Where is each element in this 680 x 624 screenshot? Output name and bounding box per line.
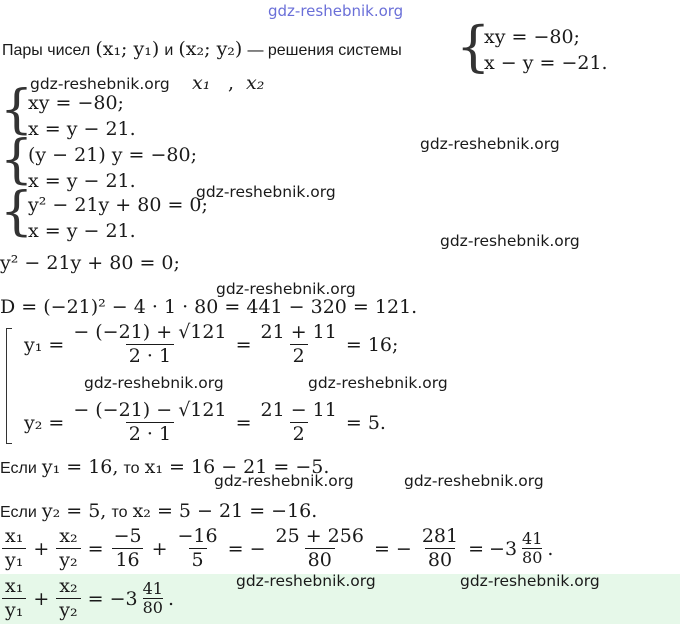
case2-cond: y₂ = 5,	[41, 500, 107, 522]
sum-c-num: 25 + 256	[275, 525, 364, 547]
answer-mixed-frac	[143, 580, 163, 617]
case2-line	[0, 500, 317, 522]
intro-and: и	[164, 42, 174, 59]
watermark: gdz-reshebnik.org	[84, 374, 224, 392]
system3-line1: y² − 21y + 80 = 0;	[28, 194, 208, 216]
sum-f2-num: x₂	[59, 525, 78, 547]
case2-result: x₂ = 5 − 21 = −16.	[132, 500, 318, 522]
case1-if: Если	[0, 460, 37, 477]
root2-fraction	[70, 400, 229, 446]
answer-f2-den: y₂	[56, 598, 80, 622]
label-x2: x₂	[246, 72, 265, 94]
sum-d-num: 281	[421, 525, 459, 547]
sum-f1-num: x₁	[5, 525, 24, 547]
system2-brace: {	[0, 130, 34, 190]
equals-sign: =	[468, 537, 485, 560]
answer-f1-num: x₁	[5, 575, 24, 597]
root1-numerator: − (−21) + √121	[73, 321, 227, 343]
sum-b-den: 5	[189, 548, 207, 572]
system2-line1: (y − 21) y = −80;	[28, 144, 198, 166]
watermark: gdz-reshebnik.org	[30, 75, 170, 93]
case1-result: x₁ = 16 − 21 = −5.	[144, 456, 330, 478]
watermark: gdz-reshebnik.org	[460, 572, 600, 590]
system1-brace: {	[0, 80, 34, 140]
intro-text-after: — решения системы	[247, 42, 402, 59]
answer-m-den: 80	[142, 597, 163, 617]
equals-minus: = −	[227, 537, 266, 560]
watermark: gdz-reshebnik.org	[216, 280, 356, 298]
sum-m-den: 80	[522, 547, 543, 567]
plus-sign: +	[151, 537, 168, 560]
answer-equals: = −3	[87, 587, 138, 610]
system3-brace: {	[0, 182, 34, 242]
discriminant-line: D = (−21)² − 4 · 1 · 80 = 441 − 320 = 121.	[0, 296, 418, 318]
root2-formula	[24, 400, 386, 446]
sum-c-den: 80	[305, 548, 335, 572]
equals-sign: =	[87, 537, 104, 560]
sum-a-num: −5	[113, 525, 142, 547]
answer-line	[0, 576, 174, 622]
root2-result: = 5.	[345, 411, 386, 434]
intro-pair1: (x₁; y₁)	[95, 38, 160, 60]
intro-text-before: Пары чисел	[2, 42, 91, 59]
quadratic-equation: y² − 21y + 80 = 0;	[0, 252, 180, 274]
root1-formula	[24, 322, 398, 368]
watermark: gdz-reshebnik.org	[440, 232, 580, 250]
root1-fraction	[70, 322, 229, 368]
system2-line2: x = y − 21.	[28, 170, 136, 192]
answer-frac-x1y1	[2, 576, 26, 622]
label-comma: ,	[228, 72, 235, 94]
equals-minus: = −	[373, 537, 412, 560]
root2-denominator2: 2	[290, 422, 308, 446]
period: .	[167, 587, 175, 610]
sum-frac-c	[273, 526, 367, 572]
sum-f1-den: y₁	[2, 548, 26, 572]
intro-system-brace: {	[456, 15, 491, 78]
intro-eq1: xy = −80;	[484, 26, 580, 48]
sum-m-num: 41	[522, 529, 543, 549]
equals-sign: =	[235, 411, 252, 434]
watermark: gdz-reshebnik.org	[404, 472, 544, 490]
period: .	[547, 537, 554, 560]
answer-f2-num: x₂	[59, 575, 78, 597]
case2-if: Если	[0, 504, 37, 521]
equals-sign: =	[235, 333, 252, 356]
root1-denominator2: 2	[290, 344, 308, 368]
sum-whole: −3	[489, 537, 518, 560]
watermark: gdz-reshebnik.org	[308, 374, 448, 392]
watermark: gdz-reshebnik.org	[214, 472, 354, 490]
sum-frac-x1y1	[2, 526, 26, 572]
case2-then: то	[111, 504, 128, 521]
sum-frac-b	[175, 526, 221, 572]
label-x1: x₁	[192, 72, 211, 94]
intro-pair2: (x₂; y₂)	[178, 38, 243, 60]
root2-denominator: 2 · 1	[126, 422, 174, 446]
root2-lhs: y₂ =	[24, 411, 65, 434]
root1-lhs: y₁ =	[24, 333, 65, 356]
watermark: gdz-reshebnik.org	[420, 135, 560, 153]
plus-sign: +	[33, 537, 50, 560]
sum-frac-x2y2	[56, 526, 80, 572]
root2-fraction2	[258, 400, 340, 446]
case1-cond: y₁ = 16,	[41, 456, 119, 478]
sum-b-num: −16	[177, 525, 218, 547]
root2-numerator: − (−21) − √121	[73, 399, 227, 421]
plus-sign: +	[33, 587, 50, 610]
sum-frac-a	[111, 526, 145, 572]
sum-mixed-frac	[522, 530, 542, 567]
root1-fraction2	[258, 322, 340, 368]
root2-numerator2: 21 − 11	[260, 399, 337, 421]
intro-line	[2, 38, 402, 60]
watermark-top: gdz-reshebnik.org	[268, 2, 404, 20]
sum-f2-den: y₂	[56, 548, 80, 572]
sum-line	[0, 526, 553, 572]
case1-then: то	[123, 460, 140, 477]
sum-d-den: 80	[425, 548, 455, 572]
root1-denominator: 2 · 1	[126, 344, 174, 368]
answer-frac-x2y2	[56, 576, 80, 622]
intro-eq2: x − y = −21.	[484, 52, 608, 74]
answer-f1-den: y₁	[2, 598, 26, 622]
answer-m-num: 41	[142, 579, 163, 599]
root1-numerator2: 21 + 11	[260, 321, 337, 343]
watermark: gdz-reshebnik.org	[236, 572, 376, 590]
system3-line2: x = y − 21.	[28, 220, 136, 242]
sum-frac-d	[419, 526, 461, 572]
roots-bracket	[6, 328, 12, 444]
sum-a-den: 16	[112, 548, 142, 572]
system1-line2: x = y − 21.	[28, 118, 136, 140]
watermark: gdz-reshebnik.org	[196, 183, 336, 201]
system1-line1: xy = −80;	[28, 92, 124, 114]
root1-result: = 16;	[345, 333, 399, 356]
